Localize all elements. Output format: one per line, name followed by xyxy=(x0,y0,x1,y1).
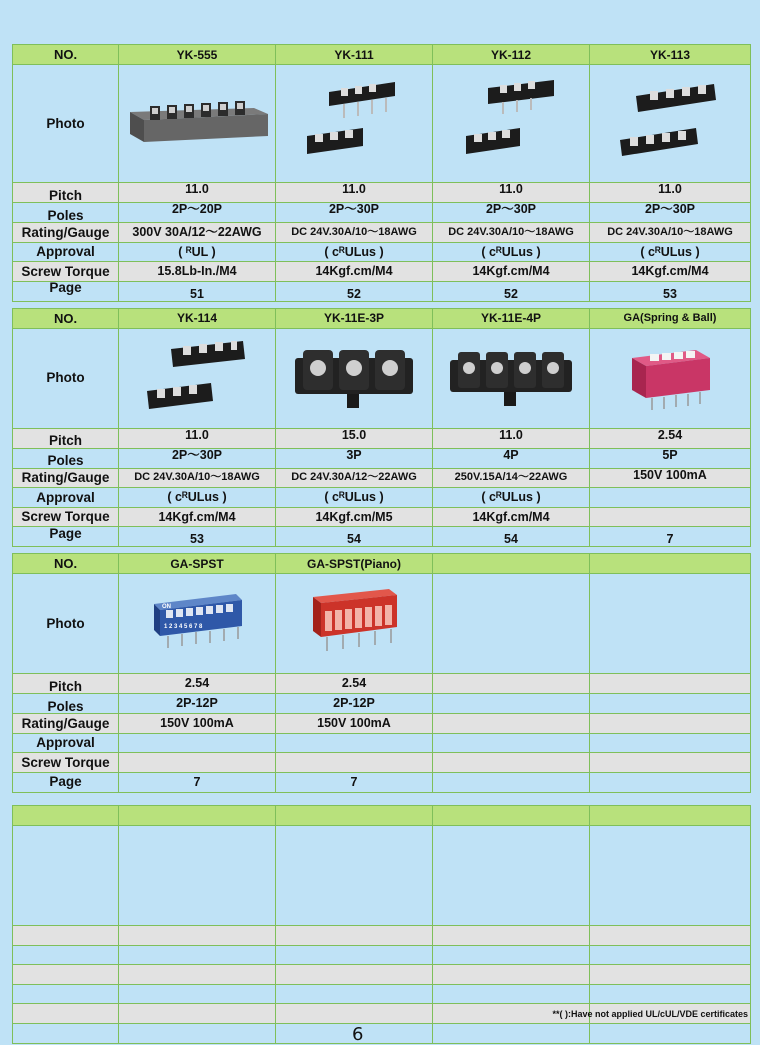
product-photo-ga-spst-piano xyxy=(276,574,433,674)
model-name: YK-113 xyxy=(590,45,751,65)
model-name: GA-SPST(Piano) xyxy=(276,554,433,574)
model-name: YK-114 xyxy=(119,308,276,328)
rating-value: DC 24V.30A/10～18AWG xyxy=(119,468,276,488)
empty-cell xyxy=(119,984,276,1004)
spec-table-4-empty xyxy=(12,805,751,1044)
empty-cell xyxy=(13,945,119,965)
barrier-strip-image xyxy=(137,333,257,423)
poles-value: 2P～20P xyxy=(171,202,223,217)
no-label: NO. xyxy=(13,45,119,65)
approval-label: Approval xyxy=(13,733,119,753)
torque-value xyxy=(276,753,433,773)
spec-sheet xyxy=(12,44,750,1045)
empty-cell xyxy=(590,925,751,945)
approval-mark: ( cᴿULus ) xyxy=(433,488,590,508)
model-name: YK-111 xyxy=(276,45,433,65)
empty-cell xyxy=(590,805,751,825)
empty-cell xyxy=(119,925,276,945)
pitch-value: 11.0 xyxy=(499,428,523,442)
rating-value: DC 24V.30A/10～18AWG xyxy=(590,223,751,243)
torque-label: Screw Torque xyxy=(13,262,119,282)
poles-value: 2P～30P xyxy=(644,202,696,217)
poles-label: Poles xyxy=(13,448,119,468)
empty-cell xyxy=(433,965,590,985)
page-value: 52 xyxy=(504,286,518,301)
model-name xyxy=(433,554,590,574)
empty-cell xyxy=(119,1004,276,1024)
barrier-strip-image xyxy=(122,94,272,154)
empty-cell xyxy=(433,945,590,965)
page-label: Page xyxy=(13,527,119,547)
empty-cell xyxy=(13,825,119,925)
pitch-label: Pitch xyxy=(13,183,119,203)
pitch-value: 2.54 xyxy=(119,674,276,694)
poles-value: 2P～30P xyxy=(328,202,380,217)
poles-value: 2P-12P xyxy=(276,694,433,714)
poles-value: 2P～30P xyxy=(171,448,223,462)
torque-value: 14Kgf.cm/M4 xyxy=(590,262,751,282)
empty-cell xyxy=(433,925,590,945)
page-value: 54 xyxy=(347,532,361,547)
barrier-strip-image xyxy=(299,74,409,174)
torque-value: 14Kgf.cm/M4 xyxy=(433,507,590,527)
poles-value: 3P xyxy=(346,448,362,462)
page-label: Page xyxy=(13,772,119,792)
product-photo-yk11e-3p xyxy=(276,328,433,428)
pitch-label: Pitch xyxy=(13,674,119,694)
approval-mark xyxy=(119,733,276,753)
dip-number-marks: 1 2 3 4 5 6 7 8 xyxy=(164,623,203,630)
rating-label: Rating/Gauge xyxy=(13,714,119,734)
approval-mark xyxy=(276,733,433,753)
dip-switch-image xyxy=(620,338,720,418)
product-photo-yk113 xyxy=(590,65,751,183)
torque-value: 14Kgf.cm/M4 xyxy=(276,262,433,282)
barrier-strip-image xyxy=(456,74,566,174)
photo-label: Photo xyxy=(13,65,119,183)
pitch-value xyxy=(433,674,590,694)
rating-value: DC 24V.30A/10～18AWG xyxy=(433,223,590,243)
model-name: YK-112 xyxy=(433,45,590,65)
torque-value xyxy=(433,753,590,773)
page-value xyxy=(433,772,590,792)
empty-photo-cell xyxy=(433,574,590,674)
empty-cell xyxy=(13,984,119,1004)
empty-cell xyxy=(119,945,276,965)
terminal-block-image xyxy=(446,338,576,418)
torque-value: 14Kgf.cm/M5 xyxy=(276,507,433,527)
product-photo-yk555 xyxy=(119,65,276,183)
page-label: Page xyxy=(13,281,119,301)
empty-cell xyxy=(13,805,119,825)
page-value: 54 xyxy=(504,532,518,547)
poles-value xyxy=(433,694,590,714)
page-value: 7 xyxy=(666,532,674,547)
pitch-value: 15.0 xyxy=(341,428,367,442)
product-photo-yk112 xyxy=(433,65,590,183)
pitch-value: 11.0 xyxy=(499,182,523,197)
approval-mark: ( ᴿUL ) xyxy=(119,242,276,262)
poles-value: 4P xyxy=(503,448,519,462)
torque-value xyxy=(590,753,751,773)
poles-value xyxy=(590,694,751,714)
approval-mark: ( cᴿULus ) xyxy=(119,488,276,508)
torque-value: 15.8Lb-In./M4 xyxy=(119,262,276,282)
rating-label: Rating/Gauge xyxy=(13,468,119,488)
empty-cell xyxy=(590,825,751,925)
empty-cell xyxy=(13,1023,119,1043)
torque-value xyxy=(119,753,276,773)
torque-value: 14Kgf.cm/M4 xyxy=(433,262,590,282)
spec-table-1 xyxy=(12,44,751,302)
pitch-value: 2.54 xyxy=(657,428,683,442)
page-value: 51 xyxy=(190,286,204,301)
empty-cell xyxy=(119,1023,276,1043)
dip-on-mark: ON xyxy=(162,603,171,610)
empty-photo-cell xyxy=(590,574,751,674)
model-name: GA-SPST xyxy=(119,554,276,574)
pitch-label: Pitch xyxy=(13,428,119,448)
rating-value: DC 24V.30A/12～22AWG xyxy=(276,468,433,488)
empty-cell xyxy=(13,925,119,945)
page-value: 53 xyxy=(663,286,677,301)
torque-value: 14Kgf.cm/M4 xyxy=(119,507,276,527)
pitch-value: 11.0 xyxy=(658,182,682,197)
model-name: YK-555 xyxy=(119,45,276,65)
empty-cell xyxy=(590,984,751,1004)
piano-dip-switch-image xyxy=(299,581,409,666)
page-value: 7 xyxy=(276,772,433,792)
empty-cell xyxy=(590,1023,751,1043)
approval-mark xyxy=(590,733,751,753)
barrier-strip-image xyxy=(610,74,730,174)
dip-switch-image xyxy=(142,584,252,664)
poles-label: Poles xyxy=(13,694,119,714)
pitch-value: 11.0 xyxy=(342,182,366,197)
empty-cell xyxy=(276,925,433,945)
poles-value: 5P xyxy=(662,448,678,462)
empty-cell xyxy=(590,945,751,965)
model-name xyxy=(590,554,751,574)
approval-mark: ( cᴿULus ) xyxy=(433,242,590,262)
model-name: GA(Spring & Ball) xyxy=(590,308,751,328)
approval-mark xyxy=(433,733,590,753)
poles-label: Poles xyxy=(13,203,119,223)
empty-cell xyxy=(276,1004,433,1024)
product-photo-ga-spst xyxy=(119,574,276,674)
empty-cell xyxy=(119,965,276,985)
page-value: 53 xyxy=(190,532,204,547)
approval-label: Approval xyxy=(13,242,119,262)
empty-cell xyxy=(119,825,276,925)
empty-cell xyxy=(276,825,433,925)
torque-label: Screw Torque xyxy=(13,507,119,527)
terminal-block-image xyxy=(289,338,419,418)
rating-value xyxy=(590,714,751,734)
page-value: 52 xyxy=(347,286,361,301)
page-value: 7 xyxy=(119,772,276,792)
empty-cell xyxy=(119,805,276,825)
model-name: YK-11E-4P xyxy=(433,308,590,328)
empty-cell xyxy=(276,984,433,1004)
certification-footnote: **( ):Have not applied UL/cUL/VDE certificates xyxy=(552,1009,748,1019)
torque-label: Screw Torque xyxy=(13,753,119,773)
torque-value xyxy=(590,507,751,527)
empty-cell xyxy=(276,965,433,985)
empty-cell xyxy=(433,984,590,1004)
pitch-value: 11.0 xyxy=(185,182,209,197)
photo-label: Photo xyxy=(13,574,119,674)
product-photo-yk114 xyxy=(119,328,276,428)
empty-cell xyxy=(276,805,433,825)
poles-value: 2P～30P xyxy=(485,202,537,217)
rating-value xyxy=(433,714,590,734)
rating-value: 150V 100mA xyxy=(276,714,433,734)
page-value xyxy=(590,772,751,792)
approval-mark: ( cᴿULus ) xyxy=(590,242,751,262)
spec-table-3 xyxy=(12,553,751,793)
spec-table-2 xyxy=(12,308,751,548)
photo-label: Photo xyxy=(13,328,119,428)
rating-value: DC 24V.30A/10～18AWG xyxy=(276,223,433,243)
product-photo-yk111 xyxy=(276,65,433,183)
poles-value: 2P-12P xyxy=(119,694,276,714)
rating-label: Rating/Gauge xyxy=(13,223,119,243)
approval-mark xyxy=(590,488,751,508)
model-name: YK-11E-3P xyxy=(276,308,433,328)
rating-value: 150V 100mA xyxy=(633,468,707,482)
empty-cell xyxy=(433,825,590,925)
empty-cell xyxy=(13,965,119,985)
pitch-value xyxy=(590,674,751,694)
empty-cell xyxy=(13,1004,119,1024)
product-photo-yk11e-4p xyxy=(433,328,590,428)
pitch-value: 2.54 xyxy=(276,674,433,694)
approval-mark: ( cᴿULus ) xyxy=(276,488,433,508)
product-photo-ga-spring-ball xyxy=(590,328,751,428)
page-number: 6 xyxy=(352,1024,364,1045)
empty-cell xyxy=(590,965,751,985)
pitch-value: 11.0 xyxy=(185,428,209,442)
rating-value: 150V 100mA xyxy=(119,714,276,734)
empty-cell xyxy=(276,945,433,965)
no-label: NO. xyxy=(13,308,119,328)
empty-cell xyxy=(433,1023,590,1043)
rating-value: 250V.15A/14～22AWG xyxy=(433,468,590,488)
approval-mark: ( cᴿULus ) xyxy=(276,242,433,262)
no-label: NO. xyxy=(13,554,119,574)
approval-label: Approval xyxy=(13,488,119,508)
empty-cell xyxy=(433,805,590,825)
rating-value: 300V 30A/12～22AWG xyxy=(119,223,276,243)
